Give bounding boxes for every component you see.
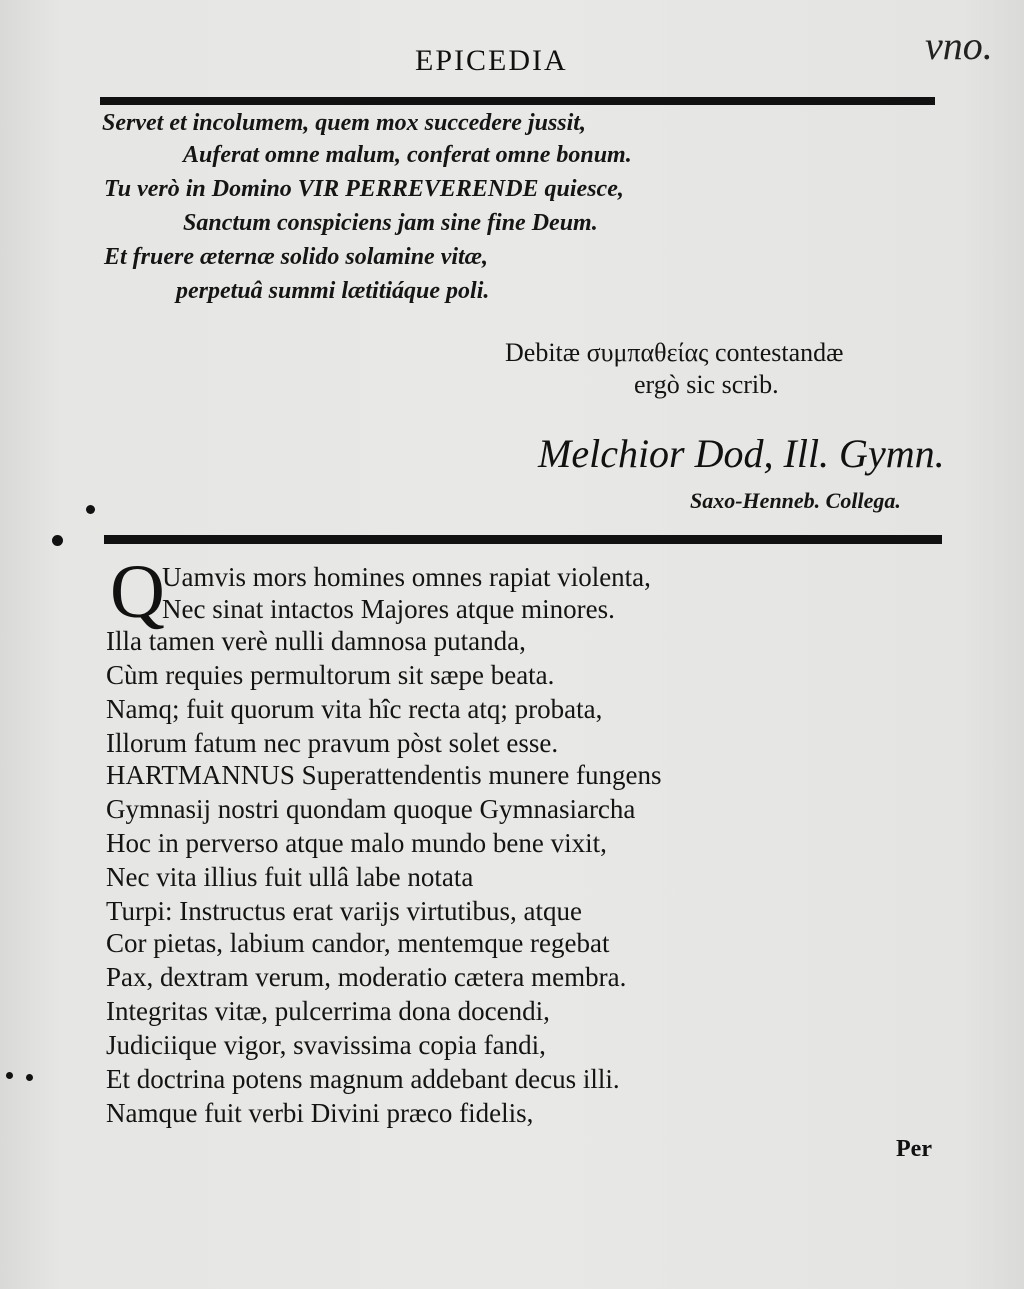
verse-line: Sanctum conspiciens jam sine fine Deum. xyxy=(183,210,598,236)
poem-line: Turpi: Instructus erat varijs virtutibus, atque xyxy=(106,896,582,926)
verse-line: Auferat omne malum, conferat omne bonum. xyxy=(183,142,632,168)
ink-speck xyxy=(26,1074,33,1081)
signature-name: Melchior Dod, Ill. Gymn. xyxy=(538,431,945,476)
verse-line: perpetuâ summi lætitiáque poli. xyxy=(176,278,490,304)
running-header-title: EPICEDIA xyxy=(415,44,568,77)
poem-line: Pax, dextram verum, moderatio cætera membra. xyxy=(106,962,627,992)
poem-line: HARTMANNUS Superattendentis munere fungens xyxy=(106,760,662,790)
catchword: Per xyxy=(896,1136,932,1162)
poem-line: Integritas vitæ, pulcerrima dona docendi, xyxy=(106,996,550,1026)
poem-line: Gymnasij nostri quondam quoque Gymnasiarcha xyxy=(106,794,636,824)
poem-line: Nec sinat intactos Majores atque minores. xyxy=(162,594,615,624)
header-rule xyxy=(100,97,935,105)
poem-line: Judiciique vigor, svavissima copia fandi, xyxy=(106,1030,546,1060)
ink-speck xyxy=(86,505,95,514)
dedication-line-1: Debitæ συμπαθείας contestandæ xyxy=(505,338,844,367)
signature-place: Saxo-Henneb. Collega. xyxy=(690,488,901,513)
verse-line: Tu verò in Domino VIR PERREVERENDE quiesce, xyxy=(104,176,624,202)
poem-line: Cùm requies permultorum sit sæpe beata. xyxy=(106,660,555,690)
poem-line: Cor pietas, labium candor, mentemque regebat xyxy=(106,928,610,958)
dedication-line-2: ergò sic scrib. xyxy=(634,370,779,399)
ink-speck xyxy=(6,1072,13,1079)
poem-line: Uamvis mors homines omnes rapiat violenta, xyxy=(162,562,651,592)
drop-cap: Q xyxy=(110,550,165,634)
poem-line: Namque fuit verbi Divini præco fidelis, xyxy=(106,1098,534,1128)
poem-line: Hoc in perverso atque malo mundo bene vixit, xyxy=(106,828,607,858)
ink-speck xyxy=(52,535,63,546)
poem-line: Et doctrina potens magnum addebant decus illi. xyxy=(106,1064,620,1094)
poem-line: Illa tamen verè nulli damnosa putanda, xyxy=(106,626,526,656)
poem-line: Namq; fuit quorum vita hîc recta atq; probata, xyxy=(106,694,603,724)
verse-line: Servet et incolumem, quem mox succedere jussit, xyxy=(102,110,586,136)
section-rule xyxy=(104,535,942,544)
verse-line: Et fruere æternæ solido solamine vitæ, xyxy=(104,244,489,270)
handwritten-page-number: vno. xyxy=(925,23,993,68)
poem-line: Nec vita illius fuit ullâ labe notata xyxy=(106,862,474,892)
poem-line: Illorum fatum nec pravum pòst solet esse. xyxy=(106,728,559,758)
